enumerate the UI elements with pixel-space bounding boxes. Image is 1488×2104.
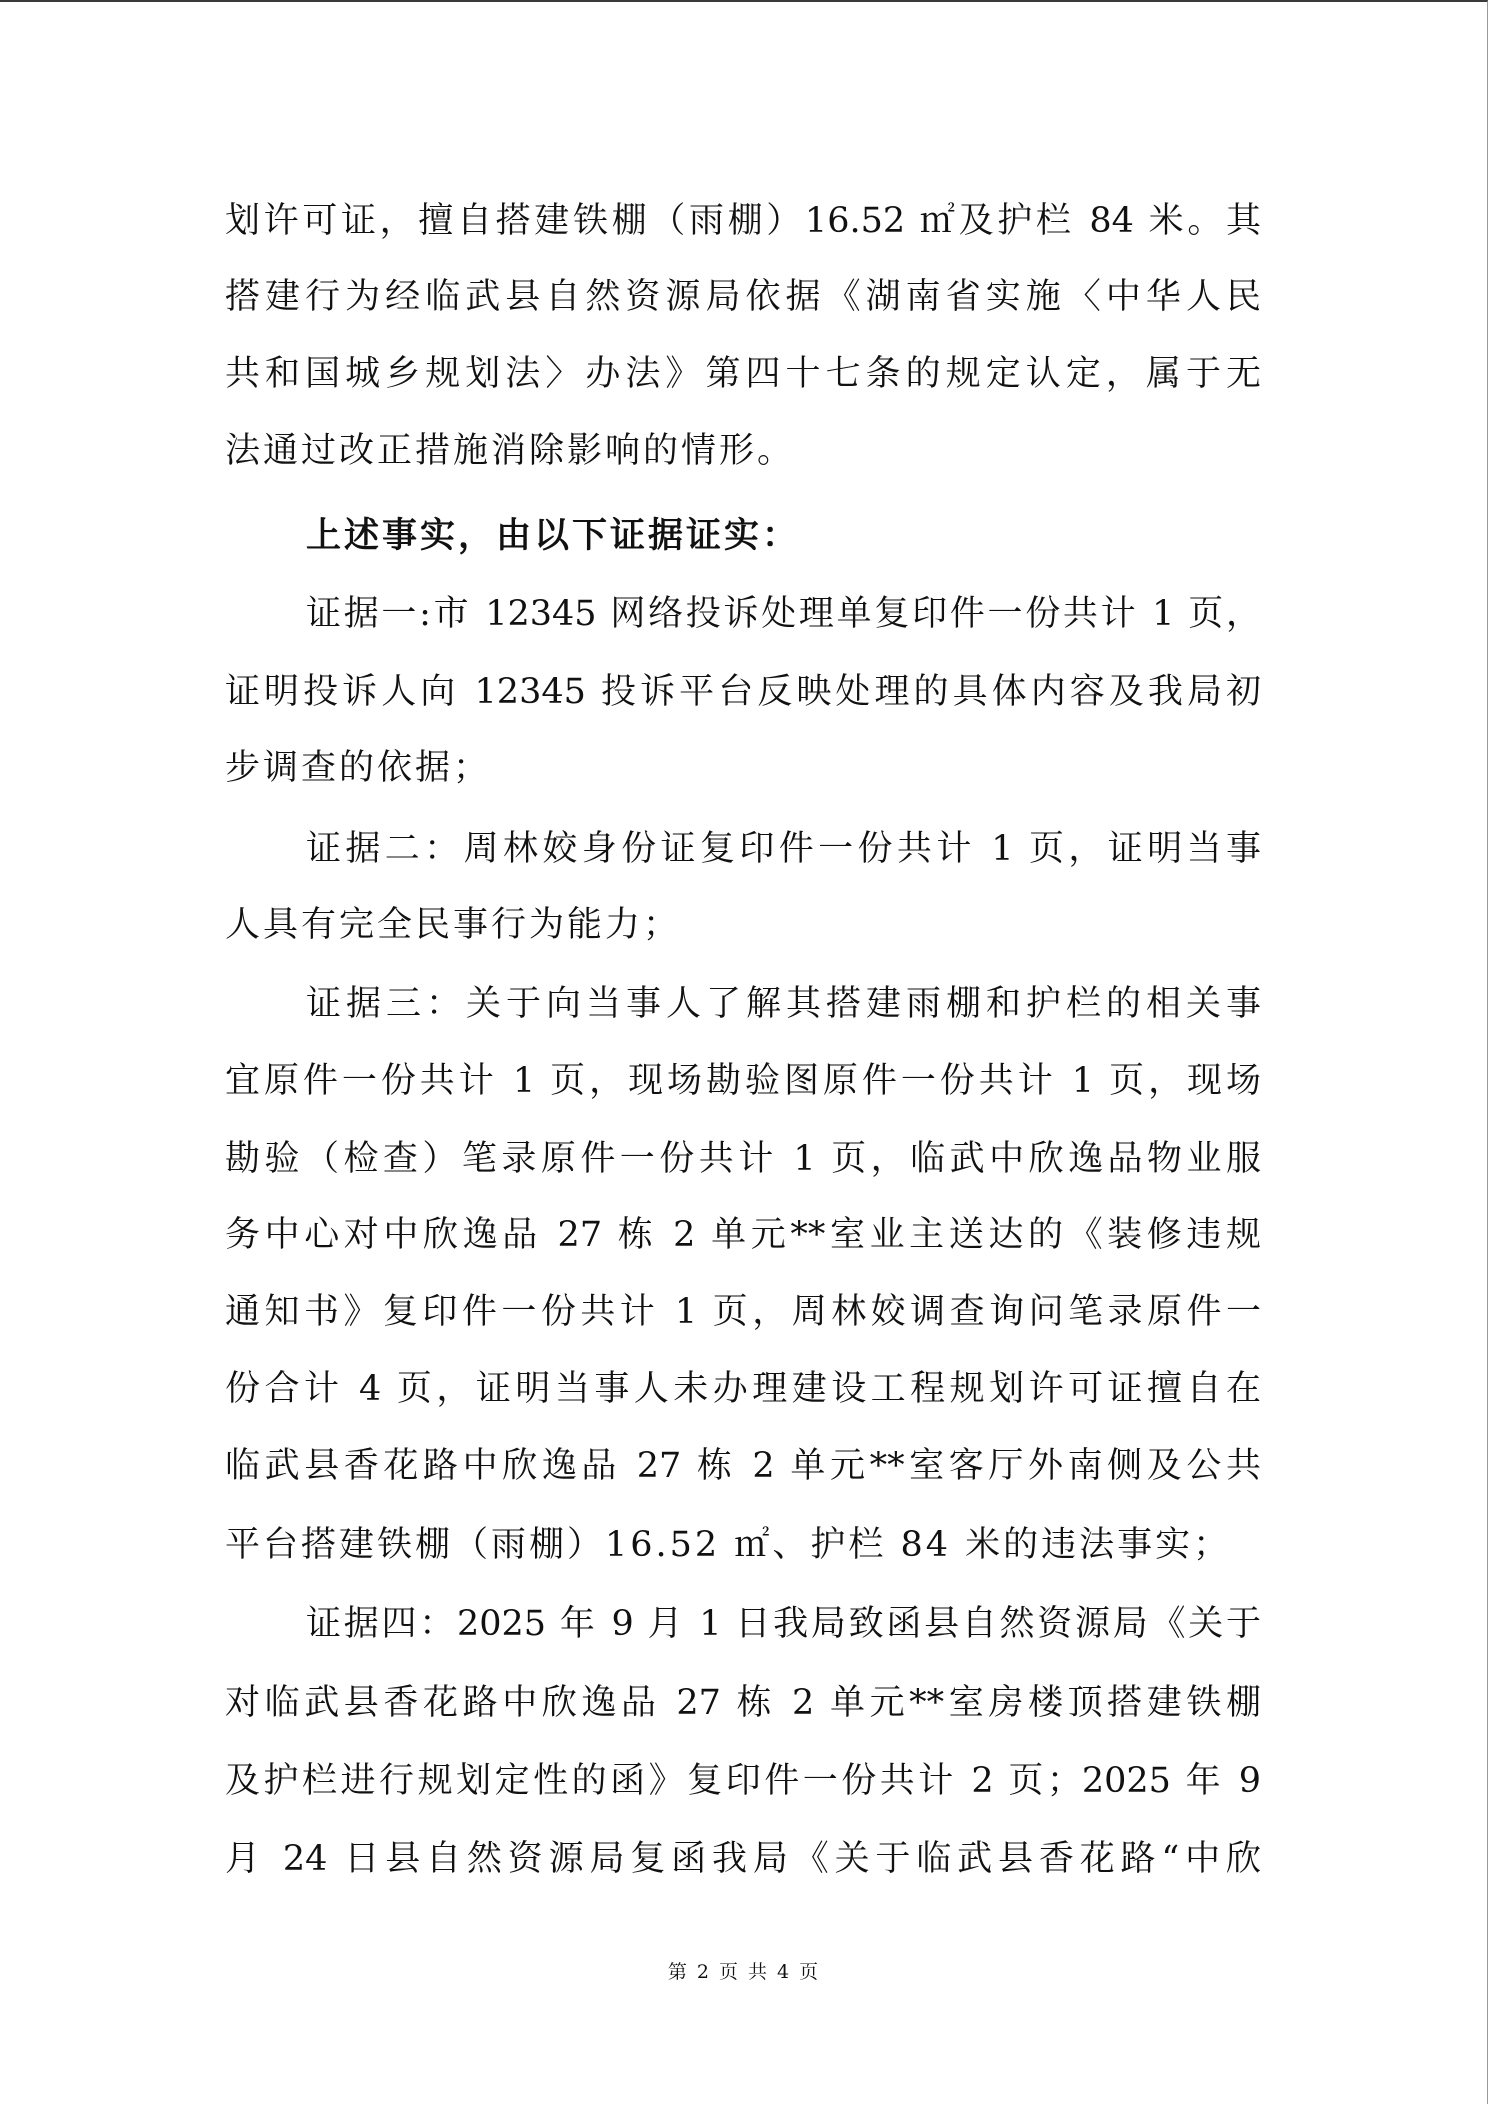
body-line: 对临武县香花路中欣逸品 27 栋 2 单元**室房楼顶搭建铁棚 [225, 1683, 1261, 1723]
page-number-footer: 第 2 页 共 4 页 [667, 1961, 821, 1983]
body-line: 平台搭建铁棚（雨棚）16.52 ㎡、护栏 84 米的违法事实； [225, 1525, 1232, 1565]
body-line: 搭建行为经临武县自然资源局依据《湖南省实施〈中华人民 [225, 277, 1261, 317]
body-line: 勘验（检查）笔录原件一份共计 1 页，临武中欣逸品物业服 [225, 1139, 1261, 1179]
body-line: 月 24 日县自然资源局复函我局《关于临武县香花路“中欣 [225, 1839, 1261, 1879]
section-heading: 上述事实，由以下证据证实： [306, 515, 801, 556]
body-line: 共和国城乡规划法〉办法》第四十七条的规定认定，属于无 [225, 354, 1261, 394]
body-line: 证据一:市 12345 网络投诉处理单复印件一份共计 1 页， [306, 594, 1261, 634]
body-line: 划许可证，擅自搭建铁棚（雨棚）16.52 ㎡及护栏 84 米。其 [225, 201, 1261, 241]
body-line: 人具有完全民事行为能力； [225, 905, 682, 945]
body-line: 步调查的依据； [225, 748, 492, 788]
body-line: 法通过改正措施消除影响的情形。 [225, 431, 796, 471]
body-line: 证据三：关于向当事人了解其搭建雨棚和护栏的相关事 [306, 984, 1261, 1024]
body-line: 证明投诉人向 12345 投诉平台反映处理的具体内容及我局初 [225, 672, 1261, 712]
body-line: 通知书》复印件一份共计 1 页，周林姣调查询问笔录原件一 [225, 1292, 1261, 1332]
body-line: 证据四：2025 年 9 月 1 日我局致函县自然资源局《关于 [306, 1604, 1261, 1644]
body-line: 宜原件一份共计 1 页，现场勘验图原件一份共计 1 页，现场 [225, 1061, 1261, 1101]
body-line: 临武县香花路中欣逸品 27 栋 2 单元**室客厅外南侧及公共 [225, 1446, 1261, 1486]
body-line: 证据二：周林姣身份证复印件一份共计 1 页，证明当事 [306, 829, 1261, 869]
body-line: 份合计 4 页，证明当事人未办理建设工程规划许可证擅自在 [225, 1369, 1261, 1409]
body-line: 及护栏进行规划定性的函》复印件一份共计 2 页；2025 年 9 [225, 1761, 1261, 1801]
body-line: 务中心对中欣逸品 27 栋 2 单元**室业主送达的《装修违规 [225, 1215, 1261, 1255]
